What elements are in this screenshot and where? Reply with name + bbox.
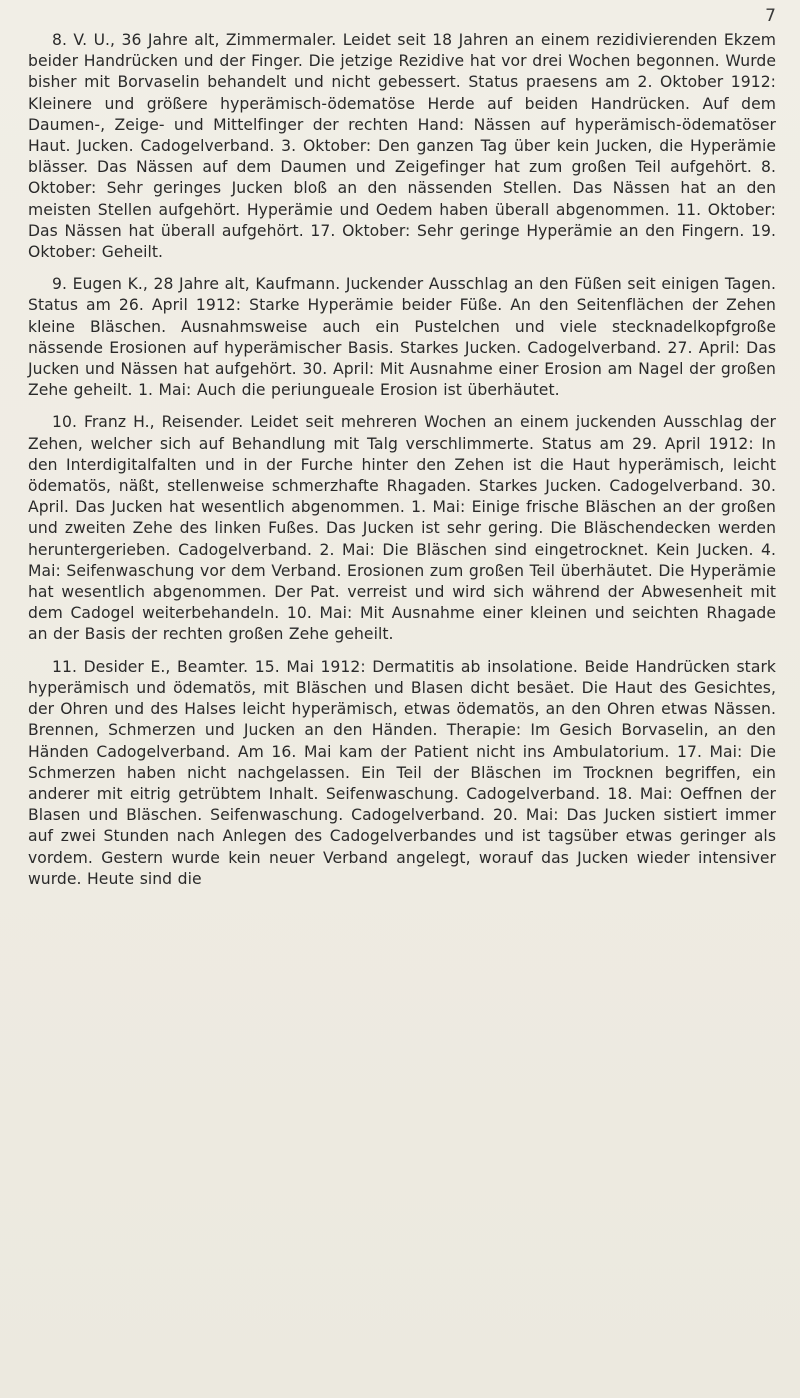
- case-paragraph-10: 10. Franz H., Reisender. Leidet seit mehreren Wochen an einem juckenden Ausschlag der Zehen, welcher sich auf Behandlung mit Talg verschlimmerte. Status am 29. April 1912: In den Interdigitalfalten und in der Furche hinter den Zehen ist die Haut hyperämisch, leicht ödematös, näßt, stellenweise schmerzhafte Rhagaden. Starkes Jucken. Cadogelverband. 30. April. Das Jucken hat wesentlich abgenommen. 1. Mai: Einige frische Bläschen an der großen und zweiten Zehe des linken Fußes. Das Jucken ist sehr gering. Die Bläschendecken werden heruntergerieben. Cadogelverband. 2. Mai: Die Bläschen sind eingetrocknet. Kein Jucken. 4. Mai: Seifenwaschung vor dem Verband. Erosionen zum großen Teil überhäutet. Die Hyperämie hat wesentlich abgenommen. Der Pat. verreist und wird sich während der Abwesenheit mit dem Cadogel weiterbehandeln. 10. Mai: Mit Ausnahme einer kleinen und seichten Rhagade an der Basis der rechten großen Zehe geheilt.: [28, 413, 776, 644]
- page-number: 7: [765, 6, 776, 26]
- case-paragraph-9: 9. Eugen K., 28 Jahre alt, Kaufmann. Juckender Ausschlag an den Füßen seit einigen Tagen. Status am 26. April 1912: Starke Hyperämie beider Füße. An den Seitenflächen der Zehen kleine Bläschen. Ausnahmsweise auch ein Pustelchen und viele stecknadelkopfgroße nässende Erosionen auf hyperämischer Basis. Starkes Jucken. Cadogelverband. 27. April: Das Jucken und Nässen hat aufgehört. 30. April: Mit Ausnahme einer Erosion am Nagel der großen Zehe geheilt. 1. Mai: Auch die periungueale Erosion ist überhäutet.: [28, 275, 776, 400]
- case-paragraph-8: 8. V. U., 36 Jahre alt, Zimmermaler. Leidet seit 18 Jahren an einem rezidivierenden Ekzem beider Handrücken und der Finger. Die jetzige Rezidive hat vor drei Wochen begonnen. Wurde bisher mit Borvaselin behandelt und nicht gebessert. Status praesens am 2. Oktober 1912: Kleinere und größere hyperämisch-ödematöse Herde auf beiden Handrücken. Auf dem Daumen-, Zeige- und Mittelfinger der rechten Hand: Nässen auf hyperämisch-ödematöser Haut. Jucken. Cadogelverband. 3. Oktober: Den ganzen Tag über kein Jucken, die Hyperämie blässer. Das Nässen auf dem Daumen und Zeigefinger hat zum großen Teil aufgehört. 8. Oktober: Sehr geringes Jucken bloß an den nässenden Stellen. Das Nässen hat an den meisten Stellen aufgehört. Hyperämie und Oedem haben überall abgenommen. 11. Oktober: Das Nässen hat überall aufgehört. 17. Oktober: Sehr geringe Hyperämie an den Fingern. 19. Oktober: Geheilt.: [28, 31, 776, 262]
- page-body: [28, 30, 776, 901]
- case-paragraph-11: 11. Desider E., Beamter. 15. Mai 1912: Dermatitis ab insolatione. Beide Handrücken stark hyperämisch und ödematös, mit Bläschen und Blasen dicht besäet. Die Haut des Gesichtes, der Ohren und des Halses leicht hyperämisch, etwas ödematös, an den Ohren etwas Nässen. Brennen, Schmerzen und Jucken an den Händen. Therapie: Im Gesich Borvaselin, an den Händen Cadogelverband. Am 16. Mai kam der Patient nicht ins Ambulatorium. 17. Mai: Die Schmerzen haben nicht nachgelassen. Ein Teil der Bläschen im Trocknen begriffen, ein anderer mit eitrig getrübtem Inhalt. Seifenwaschung. Cadogelverband. 18. Mai: Oeffnen der Blasen und Bläschen. Seifenwaschung. Cadogelverband. 20. Mai: Das Jucken sistiert immer auf zwei Stunden nach Anlegen des Cadogelverbandes und ist tagsüber etwas geringer als vordem. Gestern wurde kein neuer Verband angelegt, worauf das Jucken wieder intensiver wurde. Heute sind die: [28, 657, 776, 888]
